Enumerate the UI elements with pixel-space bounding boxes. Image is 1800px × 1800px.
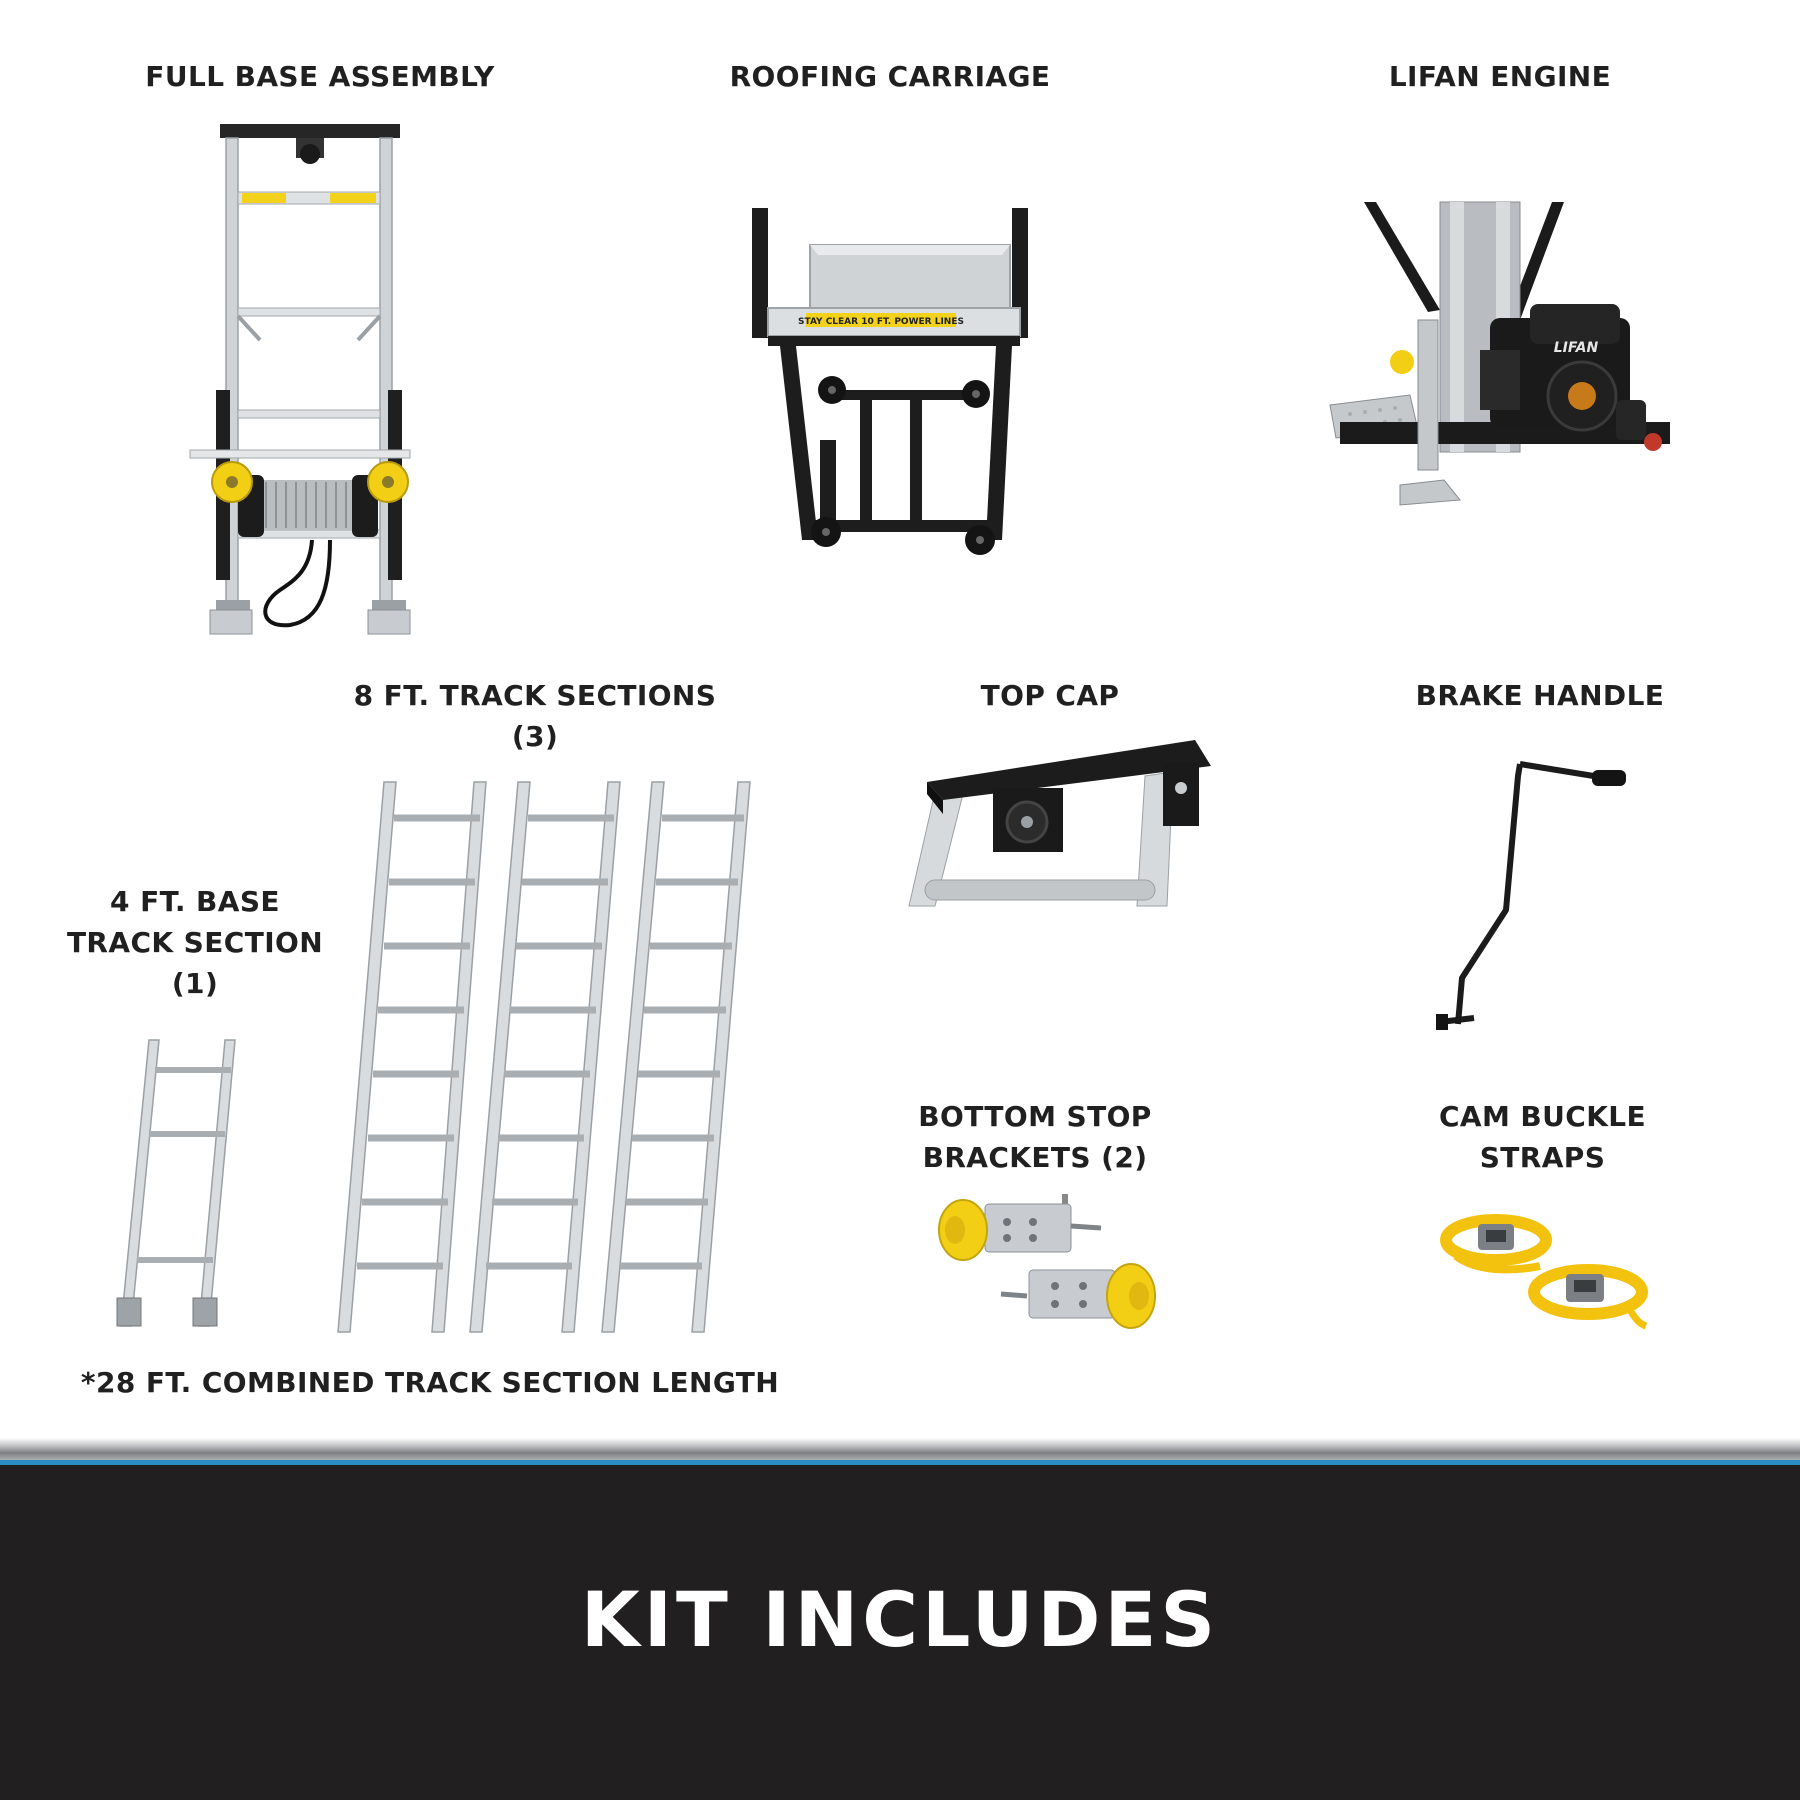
cam-buckle-straps-label: CAM BUCKLE STRAPS: [1438, 1100, 1647, 1174]
track-sections-8ft-label: 8 FT. TRACK SECTIONS (3): [353, 679, 717, 753]
carriage-warning-sign-text: STAY CLEAR 10 FT. POWER LINES: [798, 317, 964, 327]
kit-includes-title: KIT INCLUDES: [580, 1575, 1220, 1664]
track-section-2: [470, 782, 620, 1332]
track-section-3: [602, 782, 750, 1332]
roofing-carriage-image: [740, 200, 1040, 570]
lifan-engine-label: LIFAN ENGINE: [1388, 60, 1612, 93]
base-track-section-4ft-image: [115, 1036, 245, 1336]
footer-metal-stripe: [0, 1438, 1800, 1462]
cam-buckle-strap-2: [1534, 1270, 1646, 1326]
base-track-section-4ft-label: 4 FT. BASE TRACK SECTION (1): [66, 885, 324, 1000]
combined-length-footnote: *28 FT. COMBINED TRACK SECTION LENGTH: [80, 1366, 780, 1399]
track-sections-8ft-image: [330, 776, 750, 1346]
cam-buckle-strap-1: [1446, 1220, 1546, 1269]
full-base-assembly-image: [180, 120, 420, 640]
bottom-stop-bracket-2: [1001, 1264, 1155, 1328]
brake-handle-label: BRAKE HANDLE: [1415, 679, 1665, 712]
cam-buckle-straps-image: [1440, 1210, 1660, 1330]
bottom-stop-brackets-label: BOTTOM STOP BRACKETS (2): [918, 1100, 1152, 1174]
brake-handle-image: [1430, 756, 1650, 1036]
top-cap-image: [905, 736, 1215, 911]
bottom-stop-brackets-image: [935, 1186, 1165, 1346]
top-cap-label: TOP CAP: [980, 679, 1120, 712]
roofing-carriage-label: ROOFING CARRIAGE: [729, 60, 1051, 93]
bottom-stop-bracket-1: [939, 1194, 1101, 1260]
lifan-logo-text: LIFAN: [1553, 340, 1599, 356]
lifan-engine-image: [1320, 200, 1680, 520]
full-base-assembly-label: FULL BASE ASSEMBLY: [145, 60, 495, 93]
track-section-1: [338, 782, 486, 1332]
